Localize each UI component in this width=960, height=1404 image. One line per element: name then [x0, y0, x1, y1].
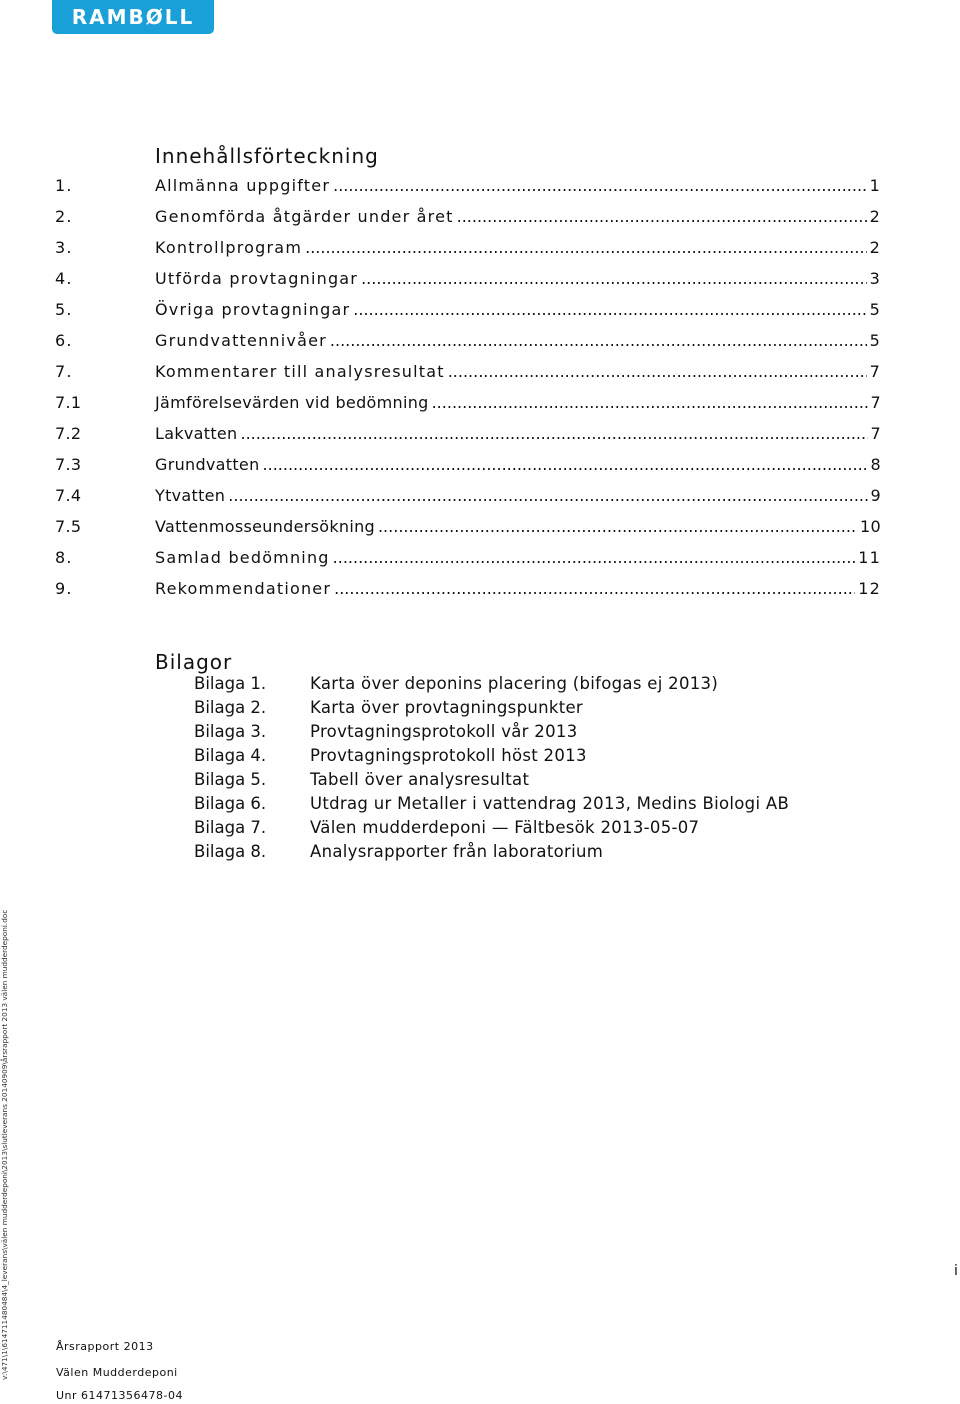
toc-dot-leader — [361, 269, 867, 288]
toc-entry-title: Samlad bedömning — [155, 548, 330, 567]
toc-dot-leader — [334, 579, 855, 598]
toc-dot-leader — [448, 362, 867, 381]
toc-dot-leader — [333, 176, 867, 195]
bilaga-label: Bilaga 2. — [194, 698, 267, 717]
bilaga-label: Bilaga 5. — [194, 770, 267, 789]
toc-dot-leader — [378, 517, 857, 536]
bilaga-text: Analysrapporter från laboratorium — [310, 842, 604, 861]
toc-entry-title: Allmänna uppgifter — [155, 176, 331, 195]
bilaga-label: Bilaga 3. — [194, 722, 267, 741]
toc-entry-number: 7.1 — [55, 393, 82, 412]
toc-entry-number: 2. — [55, 207, 73, 226]
toc-entry[interactable] — [55, 176, 881, 207]
toc-entry-page: 9 — [870, 486, 881, 505]
bilaga-text: Karta över deponins placering (bifogas ej 2013) — [310, 674, 719, 693]
table-of-contents — [55, 176, 881, 610]
toc-entry-page: 8 — [870, 455, 881, 474]
toc-dot-leader — [353, 300, 866, 319]
bilaga-item — [194, 794, 834, 818]
toc-entry-number: 1. — [55, 176, 73, 195]
toc-entry-number: 9. — [55, 579, 73, 598]
toc-entry-number: 7.4 — [55, 486, 82, 505]
toc-entry-title: Lakvatten — [155, 424, 238, 443]
bilaga-item — [194, 698, 834, 722]
toc-entry-number: 7.5 — [55, 517, 82, 536]
toc-entry-page: 7 — [869, 362, 881, 381]
toc-entry[interactable] — [55, 300, 881, 331]
toc-entry-title: Kontrollprogram — [155, 238, 303, 257]
page-number: i — [954, 1263, 958, 1279]
toc-entry[interactable] — [55, 579, 881, 610]
ramboll-logo: RAMBØLL — [52, 0, 214, 34]
bilaga-item — [194, 674, 834, 698]
toc-entry-title: Genomförda åtgärder under året — [155, 207, 454, 226]
toc-entry-title: Kommentarer till analysresultat — [155, 362, 445, 381]
bilaga-text: Välen mudderdeponi — Fältbesök 2013-05-07 — [310, 818, 700, 837]
toc-entry-number: 7.2 — [55, 424, 82, 443]
bilaga-label: Bilaga 4. — [194, 746, 267, 765]
toc-entry-page: 3 — [869, 269, 881, 288]
toc-entry-title: Utförda provtagningar — [155, 269, 359, 288]
bilaga-label: Bilaga 8. — [194, 842, 267, 861]
toc-entry[interactable] — [55, 455, 881, 486]
toc-entry-number: 6. — [55, 331, 73, 350]
bilaga-item — [194, 722, 834, 746]
toc-dot-leader — [333, 548, 856, 567]
toc-entry-title: Grundvatten — [155, 455, 260, 474]
toc-dot-leader — [432, 393, 868, 412]
toc-dot-leader — [330, 331, 867, 350]
bilagor-title: Bilagor — [155, 650, 233, 674]
toc-entry[interactable] — [55, 331, 881, 362]
toc-entry-page: 7 — [870, 393, 881, 412]
toc-dot-leader — [457, 207, 867, 226]
file-path-margin-note: v:\471\1\614711480484\4_leverans\välen mudderdeponi\2013\slutleverans 20140909\årsrapport 2013 välen mudderdeponi.doc — [0, 909, 9, 1380]
toc-entry-number: 4. — [55, 269, 73, 288]
footer-site-name: Välen Mudderdeponi — [56, 1366, 178, 1379]
toc-entry-page: 7 — [870, 424, 881, 443]
toc-entry-number: 8. — [55, 548, 73, 567]
toc-dot-leader — [241, 424, 868, 443]
toc-entry-title: Grundvattennivåer — [155, 331, 327, 350]
bilaga-label: Bilaga 7. — [194, 818, 267, 837]
toc-entry-title: Ytvatten — [155, 486, 226, 505]
toc-entry-title: Jämförelsevärden vid bedömning — [155, 393, 429, 412]
toc-entry-page: 5 — [869, 331, 881, 350]
toc-entry[interactable] — [55, 393, 881, 424]
toc-entry-page: 2 — [869, 207, 881, 226]
bilaga-item — [194, 842, 834, 866]
toc-dot-leader — [228, 486, 867, 505]
toc-dot-leader — [263, 455, 868, 474]
toc-entry-page: 5 — [869, 300, 881, 319]
bilaga-text: Provtagningsprotokoll höst 2013 — [310, 746, 587, 765]
toc-entry-title: Vattenmosseundersökning — [155, 517, 375, 536]
toc-entry-page: 10 — [860, 517, 881, 536]
toc-entry-number: 7.3 — [55, 455, 82, 474]
bilaga-text: Karta över provtagningspunkter — [310, 698, 584, 717]
toc-entry[interactable] — [55, 269, 881, 300]
toc-entry-title: Rekommendationer — [155, 579, 332, 598]
bilaga-text: Utdrag ur Metaller i vattendrag 2013, Medins Biologi AB — [310, 794, 790, 813]
toc-entry-page: 1 — [869, 176, 881, 195]
toc-entry[interactable] — [55, 517, 881, 548]
bilaga-item — [194, 770, 834, 794]
footer-project-number: Unr 61471356478-04 — [56, 1389, 183, 1402]
bilaga-text: Tabell över analysresultat — [310, 770, 530, 789]
toc-entry[interactable] — [55, 486, 881, 517]
toc-title: Innehållsförteckning — [155, 144, 379, 168]
bilaga-item — [194, 818, 834, 842]
bilaga-text: Provtagningsprotokoll vår 2013 — [310, 722, 578, 741]
toc-entry-title: Övriga provtagningar — [155, 300, 351, 319]
bilaga-item — [194, 746, 834, 770]
toc-entry-page: 11 — [858, 548, 881, 567]
toc-entry-page: 2 — [869, 238, 881, 257]
bilagor-list — [194, 674, 834, 866]
toc-entry-number: 5. — [55, 300, 73, 319]
toc-entry[interactable] — [55, 207, 881, 238]
bilaga-label: Bilaga 1. — [194, 674, 267, 693]
toc-entry-page: 12 — [858, 579, 881, 598]
toc-entry[interactable] — [55, 238, 881, 269]
toc-entry[interactable] — [55, 362, 881, 393]
footer-report-title: Årsrapport 2013 — [56, 1340, 154, 1353]
toc-entry-number: 3. — [55, 238, 73, 257]
bilaga-label: Bilaga 6. — [194, 794, 267, 813]
toc-entry[interactable] — [55, 548, 881, 579]
toc-entry[interactable] — [55, 424, 881, 455]
toc-entry-number: 7. — [55, 362, 73, 381]
toc-dot-leader — [305, 238, 867, 257]
